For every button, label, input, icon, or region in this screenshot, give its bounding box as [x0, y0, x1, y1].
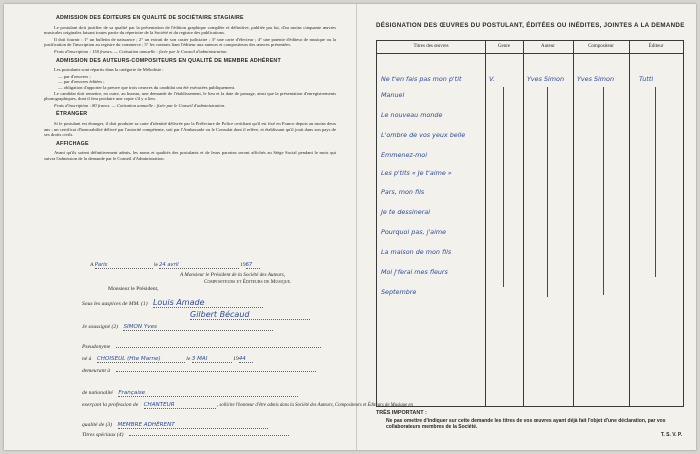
year-prefix: 19	[240, 262, 246, 268]
col-header-composer: Compositeur	[573, 41, 630, 53]
auteurs-dash-1: — par d'oeuvres ;	[58, 73, 91, 79]
name-field[interactable]: SIMON Yves	[123, 324, 273, 331]
year-field[interactable]: 67	[246, 262, 260, 269]
col-header-author: Auteur	[523, 41, 574, 53]
editeurs-fee: Frais d'inscription : 150 francs. — Cotisation annuelle : fixée par le Conseil d'administration.	[54, 48, 228, 54]
important-text: Ne pas omettre d'indiquer sur cette demande les titres de vos œuvres ayant déjà fait l'objet d'une déclaration, par vos collaborateurs membres de la Société.	[386, 418, 666, 430]
auteurs-dash-2: — par d'oeuvres éditées ;	[58, 79, 105, 85]
quality-label: qualité de (3)	[82, 422, 113, 428]
born-date-field[interactable]: 3 MAI	[192, 356, 232, 363]
auteurs-intro: Les postulants sont répartis dans la catégorie de Mélodiste :	[54, 67, 164, 73]
born-date-prefix: le	[186, 356, 191, 362]
born-place-field[interactable]: CHOISEUL (Hte Marne)	[97, 356, 185, 363]
col-divider-3	[573, 41, 574, 406]
section-title-editeurs: ADMISSION DES ÉDITEURS EN QUALITÉ DE SOCIÉTAIRE STAGIAIRE	[56, 15, 244, 21]
born-label: né à	[82, 356, 92, 362]
nationality-field[interactable]: Française	[118, 390, 298, 397]
sponsor-2-row	[190, 310, 310, 320]
profession-field[interactable]: CHANTEUR	[144, 402, 216, 409]
work-title-6: Les p'tits « Je t'aime »	[381, 169, 452, 177]
addressee-line-1: A Monsieur le Président de la Société des Auteurs,	[180, 272, 286, 278]
pseudonym-label: Pseudonyme	[82, 344, 111, 350]
work-title-7: Pars, mon fils	[381, 188, 425, 196]
col-divider-2	[523, 41, 524, 406]
work-title-9: Pourquoi pas, j'aime	[381, 228, 447, 236]
composer-value: Yves Simon	[577, 75, 614, 83]
genre-value: V.	[489, 75, 495, 83]
composer-ditto-line	[603, 87, 604, 295]
date-prefix: le	[154, 262, 158, 268]
work-title-2: Manuel	[381, 91, 405, 99]
editeurs-paragraph-1: Le postulant doit justifier de sa qualité par la présentation de l'édition graphique complète et définitive, publiée par lui, d'au moins cinquante œuvres musicales originales faisant toutes partie du répertoire de la Société et du registre des publications.	[44, 24, 336, 36]
work-title-5: Emmenez-moi	[381, 151, 427, 159]
name-row	[82, 324, 273, 334]
sponsors-row	[82, 298, 263, 308]
col-header-titles: Titres des œuvres	[377, 41, 486, 53]
col-divider-1	[485, 41, 486, 406]
section-title-auteurs: ADMISSION DES AUTEURS-COMPOSITEURS EN QUALITÉ DE MEMBRE ADHÉRENT	[56, 57, 281, 64]
titles-row	[82, 432, 289, 442]
solicits-text: , sollicite l'honneur d'être admis dans la Société des Auteurs, Compositeurs et Éditeurs de Musique en	[217, 403, 413, 408]
name-label: Je soussigné (2)	[82, 324, 119, 330]
residence-label: demeurant à	[82, 368, 111, 374]
sponsor-1-field[interactable]: Louis Amade	[153, 298, 263, 308]
author-ditto-line	[547, 87, 548, 297]
sponsors-label: Sous les auspices de MM. (1)	[82, 301, 148, 307]
quality-field[interactable]: MEMBRE ADHÉRENT	[118, 422, 268, 429]
birth-row	[82, 356, 253, 366]
col-header-genre: Genre	[485, 41, 524, 53]
salutation: Monsieur le Président,	[108, 286, 159, 292]
born-year-prefix: 19	[233, 356, 239, 362]
place-date-line	[90, 262, 350, 269]
auteurs-fee: Frais d'inscription : 80 francs. — Cotisation annuelle : fixée par le Conseil d'administration.	[54, 102, 226, 108]
profession-row	[82, 402, 413, 412]
publisher-value: Tutti	[639, 75, 654, 83]
born-year-field[interactable]: 44	[239, 356, 253, 363]
work-title-12: Septembre	[381, 288, 417, 296]
etranger-paragraph: Si le postulant est étranger, il doit produire sa carte d'identité délivrée par la Préfecture de Police certifiant qu'il est fixé en France depuis au moins deux ans ; un certificat d'honorabilité délivré par l'autorité compétente, soit par l'Ambassade ou le Consulat dont il relève, et établissant qu'il jouit dans son pays de ses droits civils.	[44, 120, 336, 138]
section-title-affichage: AFFICHAGE	[56, 140, 89, 147]
important-note	[376, 410, 682, 438]
left-page-text	[44, 12, 336, 162]
header-divider	[377, 53, 683, 54]
form-sheet	[4, 4, 696, 450]
date-field[interactable]: 24 avril	[159, 262, 239, 269]
pseudonym-row	[82, 344, 321, 354]
work-title-8: Je te dessinerai	[381, 208, 431, 216]
titles-field[interactable]	[129, 435, 289, 436]
nationality-row	[82, 390, 298, 400]
publisher-ditto-line	[655, 87, 656, 277]
work-title-1: Ne t'en fais pas mon p'tit	[381, 75, 462, 83]
residence-row	[82, 368, 316, 378]
section-title-etranger: ÉTRANGER	[56, 111, 88, 118]
works-table-title: DÉSIGNATION DES ŒUVRES DU POSTULANT, ÉDITÉES OU INÉDITES, JOINTES A LA DEMANDE	[376, 22, 685, 29]
genre-ditto-line	[503, 87, 504, 287]
auteurs-dash-3: — obligation d'apporter la preuve que trois oeuvres du candidat ont été exécutées publiquement.	[58, 84, 236, 90]
quality-row	[82, 422, 268, 432]
work-title-11: Moi j'ferai mes fleurs	[381, 268, 448, 276]
residence-field[interactable]	[116, 371, 316, 372]
work-title-3: Le nouveau monde	[381, 111, 443, 119]
author-value: Yves Simon	[527, 75, 564, 83]
col-divider-4	[629, 41, 630, 406]
editeurs-paragraph-2: Il doit fournir : 1° un bulletin de naissance ; 2° un extrait de son casier judiciaire ; 3° une carte d'électeur ; 4° une patente d'éditeur de musique ou la justification de l'inscription au registre du commerce ; 5° les contrats liant l'éditeur aux auteurs et compositeurs des œuvres présentées.	[44, 36, 336, 48]
sponsor-2-field[interactable]: Gilbert Bécaud	[190, 310, 310, 320]
col-header-publisher: Éditeur	[648, 44, 664, 49]
titles-label: Titres spéciaux (4)	[82, 432, 124, 438]
affichage-paragraph: Avant qu'ils soient définitivement admis, les noms et qualités des postulants et de leurs parrains seront affichés au Siège Social pendant le mois qui suivra l'admission de la demande par le Conseil d'Administration.	[44, 150, 336, 161]
work-title-4: L'ombre de vos yeux belle	[381, 131, 466, 139]
profession-label: exerçant la profession de	[82, 402, 139, 408]
work-title-10: La maison de mon fils	[381, 248, 452, 256]
page-fold	[356, 4, 357, 450]
right-page	[366, 12, 694, 444]
important-title: TRÈS IMPORTANT :	[376, 410, 427, 416]
place-field[interactable]: Paris	[95, 262, 153, 269]
nationality-label: de nationalité	[82, 390, 113, 396]
pseudonym-field[interactable]	[116, 347, 321, 348]
addressee-line-2: Compositeurs et Éditeurs de Musique.	[204, 279, 292, 285]
place-prefix: A	[90, 262, 94, 268]
works-table	[376, 40, 684, 407]
auteurs-paragraph: Le candidat doit remettre, en outre, au bureau, une demande de l'établissement, le lieu et la date de passage, ainsi que la présentation d'enregistrements phonographiques, dont il fera produire une copie s'il y a lieu.	[44, 90, 336, 102]
tsvp-label: T. S. V. P.	[660, 432, 682, 438]
